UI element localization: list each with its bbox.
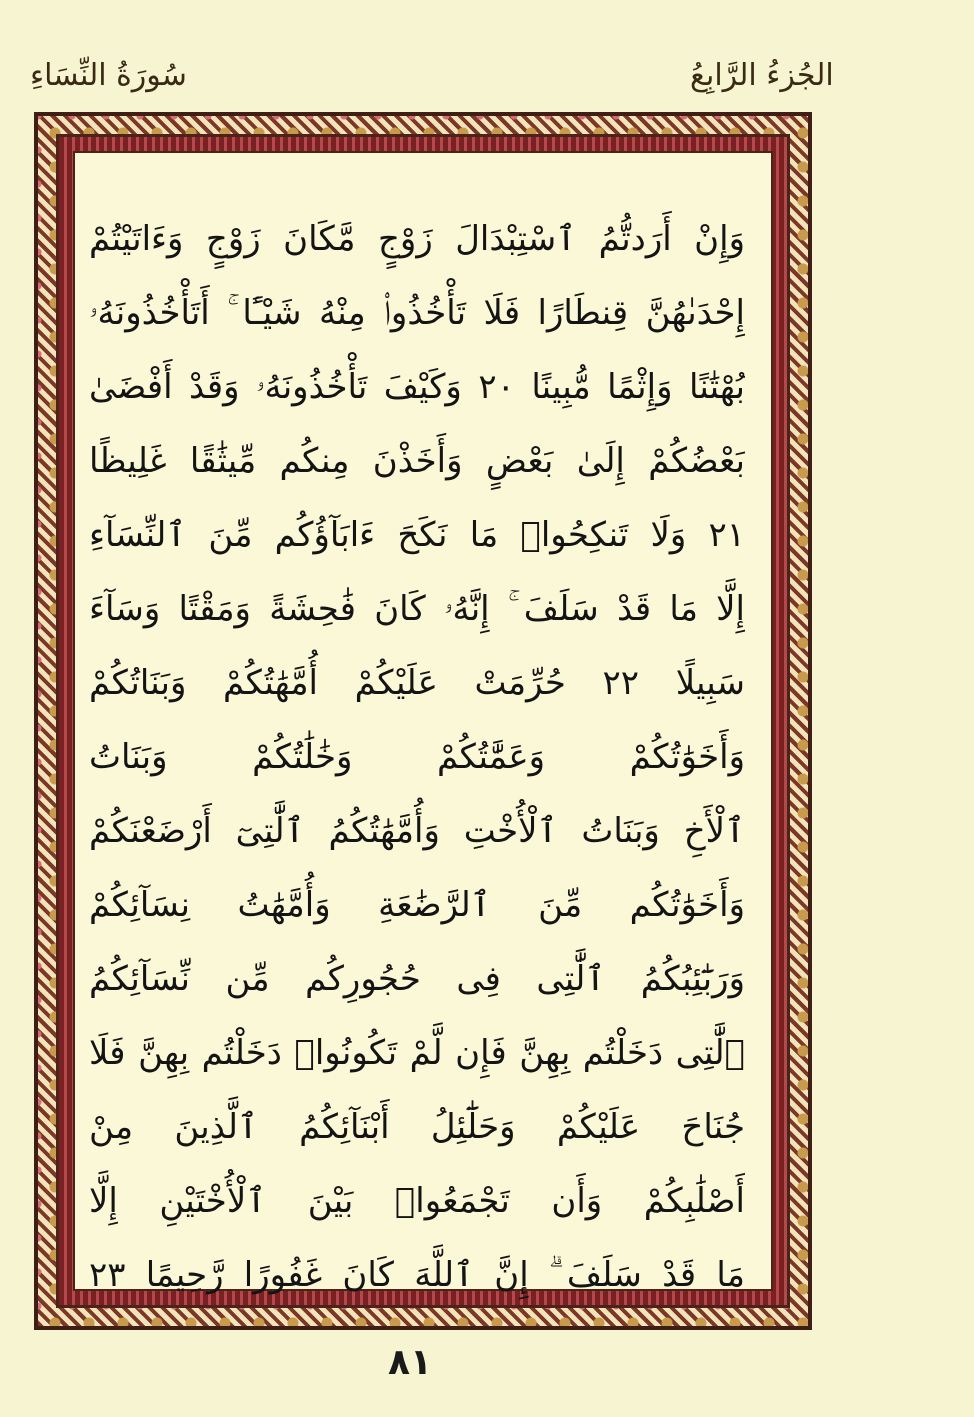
verse-line: إِحْدَىٰهُنَّ قِنطَارًا فَلَا تَأْخُذُوا۟ مِنْهُ شَيْـًٔا ۚ أَتَأْخُذُونَهُۥ <box>89 293 745 333</box>
verse-line: بُهْتَٰنًا وَإِثْمًا مُّبِينًا ٢٠ وَكَيْفَ تَأْخُذُونَهُۥ وَقَدْ أَفْضَىٰ <box>89 367 745 407</box>
verse-line: ٱلَّٰتِى دَخَلْتُم بِهِنَّ فَإِن لَّمْ تَكُونُوا۟ دَخَلْتُم بِهِنَّ فَلَا <box>89 1033 745 1073</box>
verse-line: مَا قَدْ سَلَفَ ۗ إِنَّ ٱللَّهَ كَانَ غَفُورًا رَّحِيمًا ٢٣ <box>89 1255 745 1295</box>
verse-line: وَأَخَوَٰتُكُم مِّنَ ٱلرَّضَٰعَةِ وَأُمَّهَٰتُ نِسَآئِكُمْ <box>89 885 745 925</box>
ornamental-border <box>34 112 812 1330</box>
text-panel <box>73 151 773 1295</box>
verse-line: وَرَبَٰٓئِبُكُمُ ٱلَّٰتِى فِى حُجُورِكُم مِّن نِّسَآئِكُمُ <box>89 959 745 999</box>
verse-line: إِلَّا مَا قَدْ سَلَفَ ۚ إِنَّهُۥ كَانَ فَٰحِشَةً وَمَقْتًا وَسَآءَ <box>89 589 745 629</box>
surah-title: سُورَةُ النِّسَاءِ <box>30 58 187 93</box>
verse-line: ٢١ وَلَا تَنكِحُوا۟ مَا نَكَحَ ءَابَآؤُكُم مِّنَ ٱلنِّسَآءِ <box>89 515 745 555</box>
verse-line: ٱلْأَخِ وَبَنَاتُ ٱلْأُخْتِ وَأُمَّهَٰتُكُمُ ٱلَّٰتِىٓ أَرْضَعْنَكُمْ <box>89 811 745 851</box>
page-number: ٨١ <box>388 1342 432 1383</box>
verse-line: وَإِنْ أَرَدتُّمُ ٱسْتِبْدَالَ زَوْجٍ مَّكَانَ زَوْجٍ وَءَاتَيْتُمْ <box>89 219 745 259</box>
verse-line: بَعْضُكُمْ إِلَىٰ بَعْضٍ وَأَخَذْنَ مِنكُم مِّيثَٰقًا غَلِيظًا <box>89 441 745 481</box>
verse-line: جُنَاحَ عَلَيْكُمْ وَحَلَٰٓئِلُ أَبْنَآئِكُمُ ٱلَّذِينَ مِنْ <box>89 1107 745 1147</box>
verse-line: أَصْلَٰبِكُمْ وَأَن تَجْمَعُوا۟ بَيْنَ ٱلْأُخْتَيْنِ إِلَّا <box>89 1181 745 1221</box>
verse-line: وَأَخَوَٰتُكُمْ وَعَمَّٰتُكُمْ وَخَٰلَٰتُكُمْ وَبَنَاتُ <box>89 737 745 777</box>
verse-line: سَبِيلًا ٢٢ حُرِّمَتْ عَلَيْكُمْ أُمَّهَٰتُكُمْ وَبَنَاتُكُمْ <box>89 663 745 703</box>
juz-title: الجُزءُ الرَّابِعُ <box>690 58 834 93</box>
inner-border-band <box>56 134 790 1308</box>
